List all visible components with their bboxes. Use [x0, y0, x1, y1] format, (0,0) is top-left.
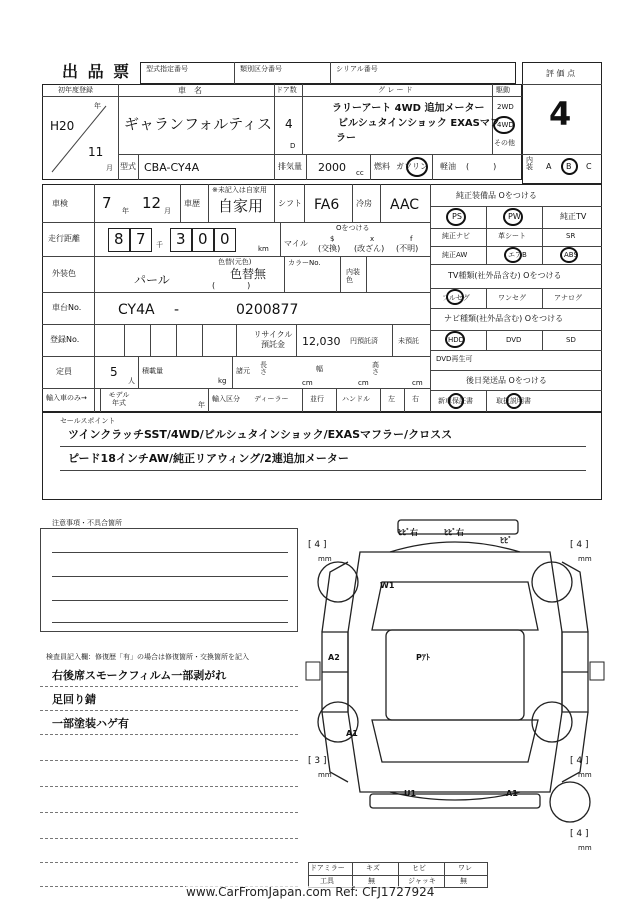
shaken-label: 車検 [52, 199, 68, 208]
tv-title: TV種類(社外品含む) Oをつける [448, 271, 562, 280]
equip-ps: PS [452, 212, 462, 221]
caution-label: 注意事項・不具合箇所 [52, 519, 122, 527]
note-line-1: 右後席スモークフィルム一部剥がれ [52, 669, 227, 682]
tv-oneseg: ワンセグ [498, 294, 526, 302]
shaken-year-unit: 年 [122, 207, 129, 215]
handle-right: 右 [412, 395, 419, 403]
doors-value: 4 [285, 117, 293, 131]
model-year-label: モデル年式 [108, 391, 130, 407]
note-line-2: 足回り錆 [52, 693, 96, 706]
sales-point-line-2: ピード18インチAW/純正リアウィング/2連追加メーター [68, 452, 349, 465]
mark-front-1: ﾋﾋﾞ右 [398, 528, 418, 537]
model-year-unit: 年 [198, 401, 205, 409]
shaken-month: 12 [142, 194, 162, 212]
width-cm: cm [358, 379, 369, 387]
drive-label: 駆動 [496, 86, 510, 94]
recycle-not: 未預託 [398, 337, 419, 345]
capacity-value: 5 [110, 365, 118, 379]
opt-swap: (交換) [318, 244, 341, 253]
tread-rear-left: [ 3 ] [308, 756, 327, 766]
tv-fullseg: フルセグ [442, 294, 470, 302]
later-warranty: 新車保証書 [438, 397, 473, 405]
history-label: 車歴 [184, 199, 200, 208]
capacity-label: 定員 [56, 367, 72, 376]
load-label: 積載量 [142, 367, 163, 375]
interior-b-circle [561, 158, 578, 175]
kg-unit: kg [218, 377, 227, 385]
person-unit: 人 [128, 377, 135, 385]
mileage-circle-note: Oをつける [336, 224, 370, 232]
fuel-paren: ( ) [466, 162, 497, 171]
cc-unit: cc [356, 169, 364, 177]
history-note: ※未記入は自家用 [212, 186, 267, 194]
tread-spare-unit: mm [578, 844, 592, 852]
equip-airbag: エアB [508, 251, 527, 259]
tread-rear-right-unit: mm [578, 771, 592, 779]
interior-b: B [566, 162, 572, 171]
mileage-label: 走行距離 [48, 234, 80, 243]
drive-2wd: 2WD [497, 103, 514, 111]
interior-color-label: 内装色 [346, 268, 360, 285]
mark-w1: W1 [380, 581, 395, 590]
color-label: 外装色 [52, 269, 76, 278]
opt-doubt-sym: x [370, 235, 375, 243]
year-unit: 年 [94, 102, 101, 110]
drive-4wd-circle [493, 116, 515, 134]
navi-hdd: HDD [448, 336, 465, 344]
category-label: 類別区分番号 [240, 65, 282, 73]
grade-line-3: ラー [336, 133, 356, 144]
chassis-dash: - [174, 302, 180, 318]
mileage-digit-1: 8 [114, 230, 124, 248]
mileage-digit-3: 3 [176, 230, 186, 248]
tread-front-left: [ 4 ] [308, 540, 327, 550]
dims-label: 諸元 [236, 367, 250, 375]
fuel-label: 燃料 [374, 162, 390, 171]
model-cert-label: 型式指定番号 [146, 65, 188, 73]
import-label: 輸入車のみ→ [46, 394, 87, 402]
chassis-model: CY4A [118, 302, 155, 318]
width-label: 幅 [316, 365, 323, 373]
thousand-unit: 千 [156, 241, 163, 249]
opt-doubt: (改ざん) [354, 244, 385, 253]
height-label: 高さ [372, 361, 379, 376]
month-unit: 月 [106, 164, 113, 172]
tread-front-right: [ 4 ] [570, 540, 589, 550]
tv-fullseg-circle [446, 289, 464, 305]
grade-label: グ レ ー ド [378, 86, 413, 94]
drive-other: その他 [494, 139, 515, 147]
mark-a1-left: A1 [346, 729, 358, 738]
tread-front-right-unit: mm [578, 555, 592, 563]
chassis-number: 0200877 [236, 302, 299, 318]
recycle-done: 円預託済 [350, 337, 378, 345]
serial-label: シリアル番号 [336, 65, 378, 73]
shaken-month-unit: 月 [164, 207, 171, 215]
tire-spare [550, 782, 590, 822]
mark-a1-rear: A1 [506, 789, 518, 798]
recycle-amount: 12,030 [302, 335, 341, 348]
mileage-digit-4: 0 [198, 230, 208, 248]
tread-rear-left-unit: mm [318, 771, 332, 779]
legend-jack: ジャッキ [408, 877, 436, 885]
opt-swap-sym: $ [330, 235, 335, 243]
import-class-label: 輸入区分 [212, 395, 240, 403]
navi-dvd: DVD [506, 336, 522, 344]
length-cm: cm [302, 379, 313, 387]
legend-tool-val: 無 [368, 877, 375, 885]
later-manual: 取扱説明書 [496, 397, 531, 405]
legend-crack: ヒビ [412, 864, 426, 872]
interior-a: A [546, 162, 552, 171]
later-title: 後日発送品 Oをつける [466, 376, 547, 385]
mark-pato: Pｱﾄ [416, 653, 430, 662]
grade-line-2: ビルシュタインショック EXASマフ [338, 118, 500, 129]
history-value: 自家用 [218, 197, 264, 215]
tread-rear-right: [ 4 ] [570, 756, 589, 766]
import-dealer: ディーラー [254, 395, 289, 403]
mark-front-3: ﾋﾋﾞ [500, 536, 512, 545]
equip-aw: 純正AW [442, 251, 468, 259]
equip-abs: ABS [564, 251, 578, 259]
equip-leather: 革シート [498, 232, 526, 240]
door-suffix: D [290, 142, 296, 150]
score-label: 評 価 点 [546, 69, 576, 78]
doors-label: ドア数 [276, 86, 297, 94]
displacement-label: 排気量 [278, 162, 302, 171]
legend-tool: 工具 [320, 877, 334, 885]
fuel-diesel: 軽油 [440, 162, 456, 171]
car-damage-diagram [300, 512, 610, 852]
tread-front-left-unit: mm [318, 555, 332, 563]
regno-label: 登録No. [50, 335, 80, 344]
inspector-label: 検査員記入欄：修復歴「有」の場合は修復箇所・交換箇所を記入 [46, 653, 249, 661]
mileage-digit-2: 7 [136, 230, 146, 248]
tread-spare: [ 4 ] [570, 829, 589, 839]
tv-analog: アナログ [554, 294, 582, 302]
mark-front-2: ﾋﾋﾞ右 [444, 528, 464, 537]
mileage-digit-5: 0 [220, 230, 230, 248]
car-name-label: 車 名 [178, 86, 202, 95]
watermark: www.CarFromJapan.com Ref: CFJ1727924 [186, 885, 435, 899]
later-manual-circle [506, 393, 522, 409]
legend-break: ワレ [458, 864, 472, 872]
handle-left: 左 [388, 395, 395, 403]
equip-pw: PW [508, 212, 521, 221]
ac-value: AAC [390, 197, 420, 213]
legend-mirror: ドアミラー [310, 864, 345, 872]
shift-label: シフト [278, 199, 302, 208]
shaken-year: 7 [102, 194, 112, 212]
handle-label: ハンドル [342, 395, 370, 403]
car-name: ギャランフォルティス [124, 115, 273, 133]
fuel-gasoline-circle [406, 157, 428, 177]
first-reg-label: 初年度登録 [58, 86, 93, 94]
navi-sd: SD [566, 336, 576, 344]
equip-tv: 純正TV [560, 212, 587, 221]
sheet-title: 出 品 票 [62, 62, 132, 81]
color-no-label: カラーNo. [288, 259, 321, 267]
opt-unknown-sym: f [410, 235, 413, 243]
reg-year: H20 [50, 119, 75, 133]
import-parallel: 並行 [310, 395, 324, 403]
header-id-box [140, 62, 516, 84]
equip-title: 純正装備品 Oをつける [456, 191, 537, 200]
shift-value: FA6 [314, 197, 340, 213]
interior-c: C [586, 162, 592, 171]
sales-point-line-1: ツインクラッチSST/4WD/ビルシュタインショック/EXASマフラー/クロスス [68, 428, 453, 441]
legend-jack-val: 無 [460, 877, 467, 885]
displacement-value: 2000 [318, 161, 346, 174]
color-value: パール [134, 273, 170, 287]
reg-divider-slash [44, 100, 116, 178]
navi-title: ナビ種類(社外品含む) Oをつける [444, 314, 564, 323]
mark-a2: A2 [328, 653, 340, 662]
equip-ps-circle [446, 208, 466, 226]
mile-label: マイル [284, 239, 308, 248]
fuel-gasoline: ガソリン [396, 162, 428, 171]
score-value: 4 [549, 95, 572, 133]
model-value: CBA-CY4A [144, 161, 200, 174]
navi-hdd-circle [445, 331, 465, 348]
reg-month: 11 [88, 145, 104, 159]
repaint-paren: ( ) [212, 281, 251, 290]
equip-airbag-circle [504, 247, 522, 263]
grade-line-1: ラリーアート 4WD 追加メーター [332, 103, 485, 114]
equip-abs-circle [560, 247, 578, 263]
repaint-value: 色替無 [230, 267, 267, 281]
drive-4wd: 4WD [497, 121, 514, 129]
note-line-3: 一部塗装ハゲ有 [52, 717, 129, 730]
repaint-label: 色替(元色) [218, 258, 252, 266]
ac-label: 冷房 [356, 199, 372, 208]
later-warranty-circle [448, 393, 464, 409]
chassis-label: 車台No. [52, 303, 82, 312]
opt-unknown: (不明) [396, 244, 419, 253]
recycle-label: リサイクル預託金 [253, 330, 293, 349]
mark-u1: U1 [404, 789, 417, 798]
sales-point-label: セールスポイント [60, 417, 116, 425]
interior-label: 内装 [526, 156, 533, 171]
legend-scratch: キズ [366, 864, 380, 872]
caution-box [40, 528, 298, 632]
height-cm: cm [412, 379, 423, 387]
equip-navi: 純正ナビ [442, 232, 470, 240]
length-label: 長さ [260, 361, 267, 376]
model-label: 型式 [120, 162, 136, 171]
equip-pw-circle [503, 208, 523, 226]
dvd-play: DVD再生可 [436, 355, 473, 363]
km-unit: km [258, 245, 269, 253]
equip-sr: SR [566, 232, 576, 240]
